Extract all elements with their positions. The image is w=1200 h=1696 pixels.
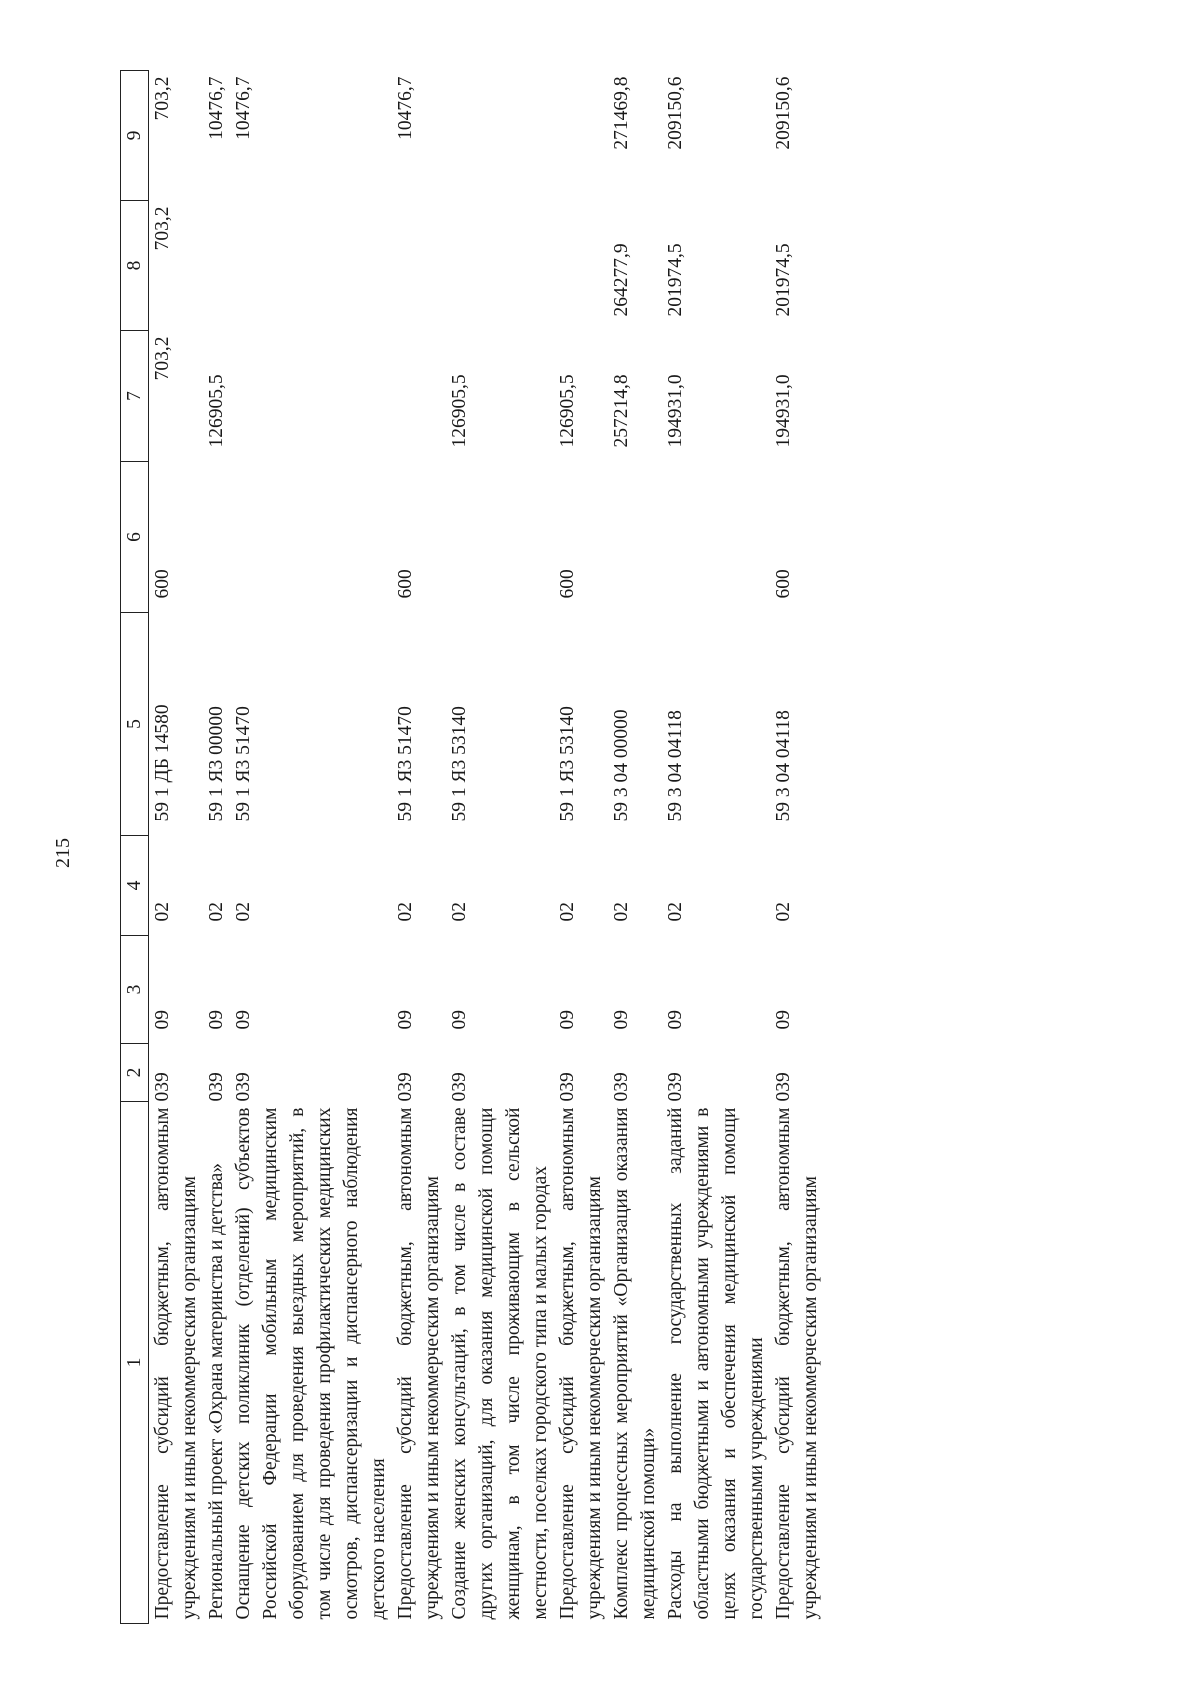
cell-amount-8: [446, 201, 554, 331]
cell-subsection: 02: [611, 902, 632, 922]
cell-section: 09: [611, 1010, 632, 1030]
cell-target-code: 59 1 Я3 51470: [233, 706, 254, 822]
cell-expense-type: [203, 462, 230, 613]
cell-expense-type: [446, 462, 554, 613]
cell-section: 09: [233, 1010, 254, 1030]
cell-section: 09: [395, 1010, 416, 1030]
cell-target-code: 59 1 ДБ 14580: [152, 704, 173, 822]
cell-subsection: 02: [557, 902, 578, 922]
column-header-1: 1: [121, 1102, 149, 1624]
cell-amount-8: [203, 201, 230, 331]
cell-target-code: 59 3 04 00000: [611, 709, 632, 822]
table-row: [608, 71, 662, 1624]
cell-target-code: 59 3 04 04118: [665, 710, 686, 822]
cell-section: 09: [557, 1010, 578, 1030]
column-header-5: 5: [121, 613, 149, 836]
cell-amount-9: 209150,6: [665, 76, 686, 150]
cell-target-code: 59 1 Я3 51470: [395, 706, 416, 822]
cell-amount-9: 271469,8: [611, 76, 632, 150]
cell-section: 09: [449, 1010, 470, 1030]
column-header-2: 2: [121, 1044, 149, 1102]
cell-amount-9: 10476,7: [233, 76, 254, 140]
cell-amount-7: [230, 331, 392, 462]
cell-expense-type: [230, 462, 392, 613]
cell-expense-type: [608, 462, 662, 613]
cell-amount-9: 10476,7: [206, 76, 227, 140]
cell-expense-type: [662, 462, 770, 613]
cell-amount-8: 201974,5: [773, 243, 794, 317]
cell-amount-9: 703,2: [152, 76, 173, 121]
cell-expense-type: 600: [395, 569, 416, 599]
cell-amount-8: [230, 201, 392, 331]
table-row: [203, 71, 230, 1624]
cell-amount-9: [446, 71, 554, 201]
column-header-7: 7: [121, 331, 149, 462]
cell-expense-type: 600: [773, 569, 794, 599]
cell-subsection: 02: [773, 902, 794, 922]
cell-ministry: 039: [449, 1072, 470, 1102]
column-header-4: 4: [121, 836, 149, 936]
cell-section: 09: [773, 1010, 794, 1030]
row-name: Предоставление субсидий бюджетным, автономным учреждениям и иным некоммерческим организациям: [152, 1107, 200, 1620]
table-row: [149, 71, 204, 1624]
cell-amount-7: 126905,5: [557, 374, 578, 448]
cell-amount-8: 703,2: [152, 206, 173, 251]
row-name: Оснащение детских поликлиник (отделений) субъектов Российской Федерации мобильным медицинским оборудованием для проведения выездных мероприятий, в том числе для проведения профилактических медицинских осмотров, диспансеризации и диспансерного наблюдения детского населения: [233, 1107, 389, 1620]
cell-subsection: 02: [233, 902, 254, 922]
row-name: Комплекс процессных мероприятий «Организация оказания медицинской помощи»: [611, 1107, 659, 1620]
cell-target-code: 59 1 Я3 53140: [557, 706, 578, 822]
cell-amount-8: 264277,9: [611, 243, 632, 317]
table-header: [121, 71, 149, 1624]
cell-ministry: 039: [206, 1072, 227, 1102]
row-name: Предоставление субсидий бюджетным, автономным учреждениям и иным некоммерческим организациям: [557, 1107, 605, 1620]
table-row: [770, 71, 824, 1624]
column-header-8: 8: [121, 201, 149, 331]
table-row: [554, 71, 608, 1624]
cell-amount-8: [554, 201, 608, 331]
page-number: 215: [52, 838, 74, 868]
cell-amount-7: 257214,8: [611, 374, 632, 448]
cell-amount-9: [554, 71, 608, 201]
table-body: [149, 71, 825, 1624]
cell-ministry: 039: [665, 1072, 686, 1102]
cell-ministry: 039: [611, 1072, 632, 1102]
cell-amount-7: 126905,5: [449, 374, 470, 448]
row-name: Предоставление субсидий бюджетным, автономным учреждениям и иным некоммерческим организациям: [395, 1107, 443, 1620]
row-name: Создание женских консультаций, в том числе в составе других организаций, для оказания медицинской помощи женщинам, в том числе проживающим в сельской местности, поселках городского типа и малых городах: [449, 1107, 551, 1620]
cell-ministry: 039: [773, 1072, 794, 1102]
cell-target-code: 59 3 04 04118: [773, 710, 794, 822]
table-row: [662, 71, 770, 1624]
cell-ministry: 039: [233, 1072, 254, 1102]
cell-subsection: 02: [206, 902, 227, 922]
cell-target-code: 59 1 Я3 53140: [449, 706, 470, 822]
table-row: [392, 71, 446, 1624]
cell-ministry: 039: [395, 1072, 416, 1102]
cell-amount-7: 126905,5: [206, 374, 227, 448]
cell-amount-7: [392, 331, 446, 462]
cell-amount-8: [392, 201, 446, 331]
cell-section: 09: [206, 1010, 227, 1030]
cell-target-code: 59 1 Я3 00000: [206, 706, 227, 822]
cell-ministry: 039: [152, 1072, 173, 1102]
cell-expense-type: 600: [152, 569, 173, 599]
table-row: [446, 71, 554, 1624]
cell-subsection: 02: [665, 902, 686, 922]
row-name: Расходы на выполнение государственных заданий областными бюджетными и автономными учреждениями в целях оказания и обеспечения медицинской помощи государственными учреждениями: [665, 1107, 767, 1620]
cell-amount-9: 10476,7: [395, 76, 416, 140]
cell-expense-type: 600: [557, 569, 578, 599]
cell-subsection: 02: [152, 902, 173, 922]
cell-amount-8: 201974,5: [665, 243, 686, 317]
cell-section: 09: [665, 1010, 686, 1030]
cell-subsection: 02: [449, 902, 470, 922]
cell-amount-7: 194931,0: [665, 374, 686, 448]
cell-subsection: 02: [395, 902, 416, 922]
cell-section: 09: [152, 1010, 173, 1030]
column-header-6: 6: [121, 462, 149, 613]
cell-amount-7: 703,2: [152, 336, 173, 381]
table-row: [230, 71, 392, 1624]
row-name: Региональный проект «Охрана материнства и детства»: [206, 1162, 227, 1620]
cell-amount-9: 209150,6: [773, 76, 794, 150]
row-name: Предоставление субсидий бюджетным, автономным учреждениям и иным некоммерческим организациям: [773, 1107, 821, 1620]
column-header-9: 9: [121, 71, 149, 201]
budget-table: [120, 70, 824, 1624]
cell-ministry: 039: [557, 1072, 578, 1102]
cell-amount-7: 194931,0: [773, 374, 794, 448]
column-header-3: 3: [121, 936, 149, 1044]
